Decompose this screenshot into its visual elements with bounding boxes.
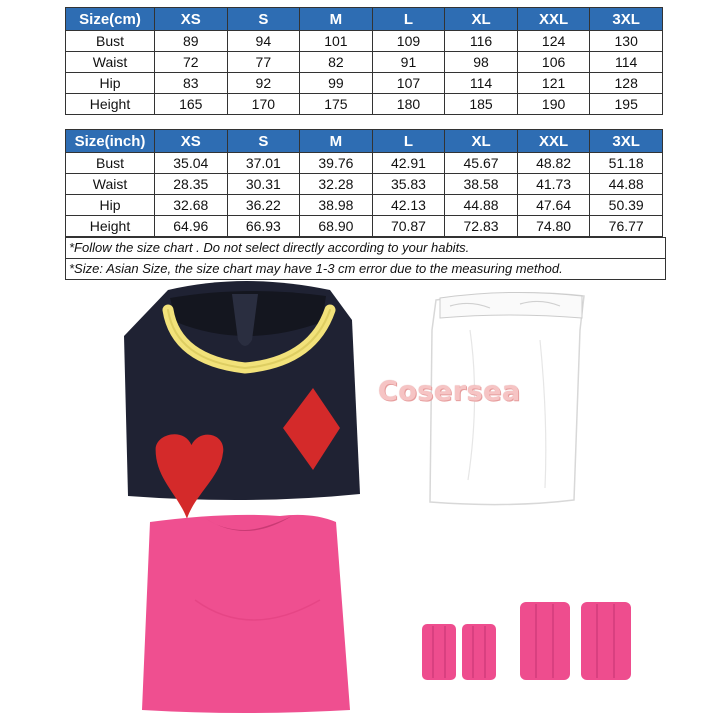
measurement-value: 42.91	[372, 153, 445, 174]
measurement-value: 175	[300, 94, 373, 115]
measurement-value: 44.88	[445, 195, 518, 216]
measurement-value: 32.28	[300, 174, 373, 195]
size-chart-cm	[65, 7, 663, 115]
size-header-xl: XL	[445, 8, 518, 31]
measurement-value: 195	[590, 94, 663, 115]
measurement-value: 130	[590, 31, 663, 52]
measurement-value: 32.68	[155, 195, 228, 216]
measurement-value: 109	[372, 31, 445, 52]
measurement-value: 41.73	[517, 174, 590, 195]
measurement-value: 77	[227, 52, 300, 73]
measurement-value: 42.13	[372, 195, 445, 216]
measurement-label: Bust	[66, 31, 155, 52]
measurement-value: 114	[590, 52, 663, 73]
wristbands	[422, 602, 631, 680]
size-header-xs: XS	[155, 130, 228, 153]
size-note-asian-size: *Size: Asian Size, the size chart may have 1-3 cm error due to the measuring method.	[65, 258, 666, 280]
unit-header: Size(inch)	[66, 130, 155, 153]
table-row	[66, 31, 663, 52]
measurement-value: 89	[155, 31, 228, 52]
size-header-l: L	[372, 130, 445, 153]
measurement-value: 170	[227, 94, 300, 115]
table-row	[66, 73, 663, 94]
measurement-value: 190	[517, 94, 590, 115]
measurement-value: 47.64	[517, 195, 590, 216]
measurement-value: 68.90	[300, 216, 373, 237]
measurement-value: 76.77	[590, 216, 663, 237]
size-header-xxl: XXL	[517, 130, 590, 153]
measurement-value: 180	[372, 94, 445, 115]
size-note-follow-chart: *Follow the size chart . Do not select directly according to your habits.	[65, 237, 666, 259]
measurement-value: 44.88	[590, 174, 663, 195]
measurement-value: 98	[445, 52, 518, 73]
size-header-s: S	[227, 8, 300, 31]
product-photo	[0, 280, 720, 720]
measurement-value: 51.18	[590, 153, 663, 174]
measurement-value: 72	[155, 52, 228, 73]
measurement-value: 28.35	[155, 174, 228, 195]
measurement-value: 72.83	[445, 216, 518, 237]
measurement-value: 30.31	[227, 174, 300, 195]
measurement-label: Bust	[66, 153, 155, 174]
size-header-xl: XL	[445, 130, 518, 153]
measurement-value: 37.01	[227, 153, 300, 174]
unit-header: Size(cm)	[66, 8, 155, 31]
measurement-value: 121	[517, 73, 590, 94]
table-row	[66, 195, 663, 216]
measurement-value: 36.22	[227, 195, 300, 216]
measurement-value: 66.93	[227, 216, 300, 237]
measurement-value: 39.76	[300, 153, 373, 174]
table-row	[66, 153, 663, 174]
brand-watermark: Cosersea	[378, 376, 521, 407]
navy-top	[124, 281, 360, 519]
heart-symbol	[156, 434, 224, 519]
measurement-label: Hip	[66, 73, 155, 94]
pink-shirt	[142, 515, 350, 713]
size-header-xxl: XXL	[517, 8, 590, 31]
size-header-s: S	[227, 130, 300, 153]
measurement-value: 106	[517, 52, 590, 73]
measurement-value: 74.80	[517, 216, 590, 237]
size-header-xs: XS	[155, 8, 228, 31]
table-row	[66, 52, 663, 73]
measurement-value: 124	[517, 31, 590, 52]
measurement-label: Hip	[66, 195, 155, 216]
measurement-value: 50.39	[590, 195, 663, 216]
measurement-value: 128	[590, 73, 663, 94]
measurement-value: 38.58	[445, 174, 518, 195]
measurement-value: 107	[372, 73, 445, 94]
measurement-value: 94	[227, 31, 300, 52]
measurement-value: 101	[300, 31, 373, 52]
size-header-3xl: 3XL	[590, 8, 663, 31]
measurement-label: Waist	[66, 52, 155, 73]
measurement-value: 35.04	[155, 153, 228, 174]
measurement-value: 45.67	[445, 153, 518, 174]
size-chart-inch	[65, 129, 663, 237]
measurement-value: 35.83	[372, 174, 445, 195]
measurement-label: Height	[66, 216, 155, 237]
size-header-3xl: 3XL	[590, 130, 663, 153]
measurement-label: Waist	[66, 174, 155, 195]
measurement-value: 83	[155, 73, 228, 94]
size-header-m: M	[300, 130, 373, 153]
measurement-value: 114	[445, 73, 518, 94]
size-header-l: L	[372, 8, 445, 31]
table-row	[66, 174, 663, 195]
size-header-m: M	[300, 8, 373, 31]
table-row	[66, 94, 663, 115]
header-row	[66, 8, 663, 31]
measurement-value: 116	[445, 31, 518, 52]
measurement-value: 99	[300, 73, 373, 94]
measurement-value: 91	[372, 52, 445, 73]
measurement-value: 185	[445, 94, 518, 115]
measurement-value: 38.98	[300, 195, 373, 216]
measurement-value: 48.82	[517, 153, 590, 174]
measurement-value: 70.87	[372, 216, 445, 237]
measurement-label: Height	[66, 94, 155, 115]
measurement-value: 64.96	[155, 216, 228, 237]
table-row	[66, 216, 663, 237]
measurement-value: 92	[227, 73, 300, 94]
measurement-value: 165	[155, 94, 228, 115]
header-row	[66, 130, 663, 153]
measurement-value: 82	[300, 52, 373, 73]
